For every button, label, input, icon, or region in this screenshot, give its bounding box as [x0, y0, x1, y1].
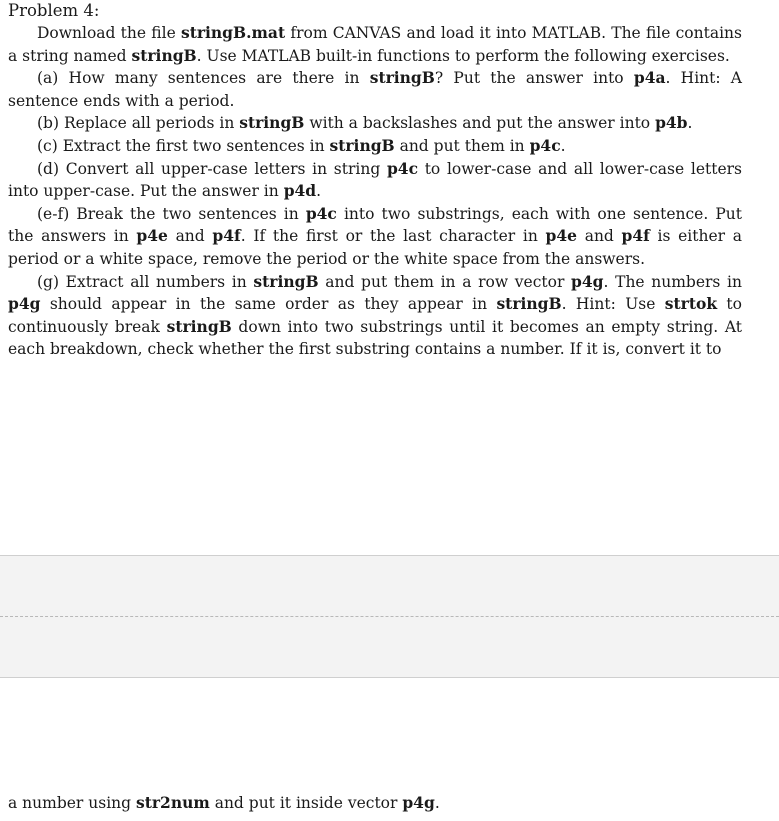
bold-term: str2num: [136, 793, 210, 812]
part-c: (c) Extract the first two sentences in stringB and put them in p4c.: [37, 135, 566, 155]
bold-term: p4c: [529, 135, 561, 155]
page-break-gap: [0, 555, 779, 678]
bold-term: p4c: [305, 203, 337, 223]
bold-term: p4b: [655, 113, 688, 133]
bold-term: strtok: [664, 294, 718, 314]
bold-term: stringB: [131, 45, 197, 65]
part-g: (g) Extract all numbers in stringB and put them in a row vector p4g. The numbers in p4g should appear in the same order as they appear in stringB. Hint: Use strtok to continuously break stringB down into two substrings until it becomes an empty string. At each breakdown, check whether the first substring contains a number. If it is, convert it to: [8, 271, 742, 359]
part-a: (a) How many sentences are there in stringB? Put the answer into p4a. Hint: A sentence ends with a period.: [8, 68, 743, 110]
part-d: (d) Convert all upper-case letters in string p4c to lower-case and all lower-case letters into upper-case. Put the answer in p4d.: [8, 158, 742, 201]
bold-term: stringB: [253, 271, 319, 291]
bold-term: p4e: [545, 226, 578, 246]
part-g-continuation: a number using str2num and put it inside vector p4g.: [8, 793, 440, 812]
bold-term: p4d: [283, 181, 317, 201]
bold-term: p4f: [621, 226, 650, 246]
part-b: (b) Replace all periods in stringB with a backslashes and put the answer into p4b.: [37, 113, 693, 133]
bold-term: stringB: [239, 113, 305, 133]
bold-term: p4g: [571, 271, 604, 291]
bold-term: p4f: [212, 226, 241, 246]
bold-term: stringB: [329, 135, 395, 155]
bold-term: p4g: [8, 294, 41, 314]
bold-term: stringB: [496, 294, 562, 314]
problem-title: Problem 4:: [8, 1, 100, 20]
problem-content: [8, 0, 742, 361]
bold-term: p4c: [386, 158, 419, 178]
bold-term: stringB: [166, 316, 232, 336]
bold-term: stringB: [369, 68, 435, 88]
part-ef: (e-f) Break the two sentences in p4c into two substrings, each with one sentence. Put the answers in p4e and p4f. If the first or the last character in p4e and p4f is either a period or a white space, remove the period or the white space from the answers.: [8, 203, 742, 268]
page-break-divider: [0, 616, 779, 617]
bold-term: p4e: [136, 226, 168, 246]
bold-term: stringB.mat: [180, 23, 286, 42]
problem-intro: Download the file stringB.mat from CANVAS and load it into MATLAB. The file contains a string named stringB. Use MATLAB built-in functions to perform the following exercises.: [8, 23, 742, 65]
bold-term: p4a: [633, 68, 666, 88]
bold-term: p4g: [402, 793, 435, 812]
